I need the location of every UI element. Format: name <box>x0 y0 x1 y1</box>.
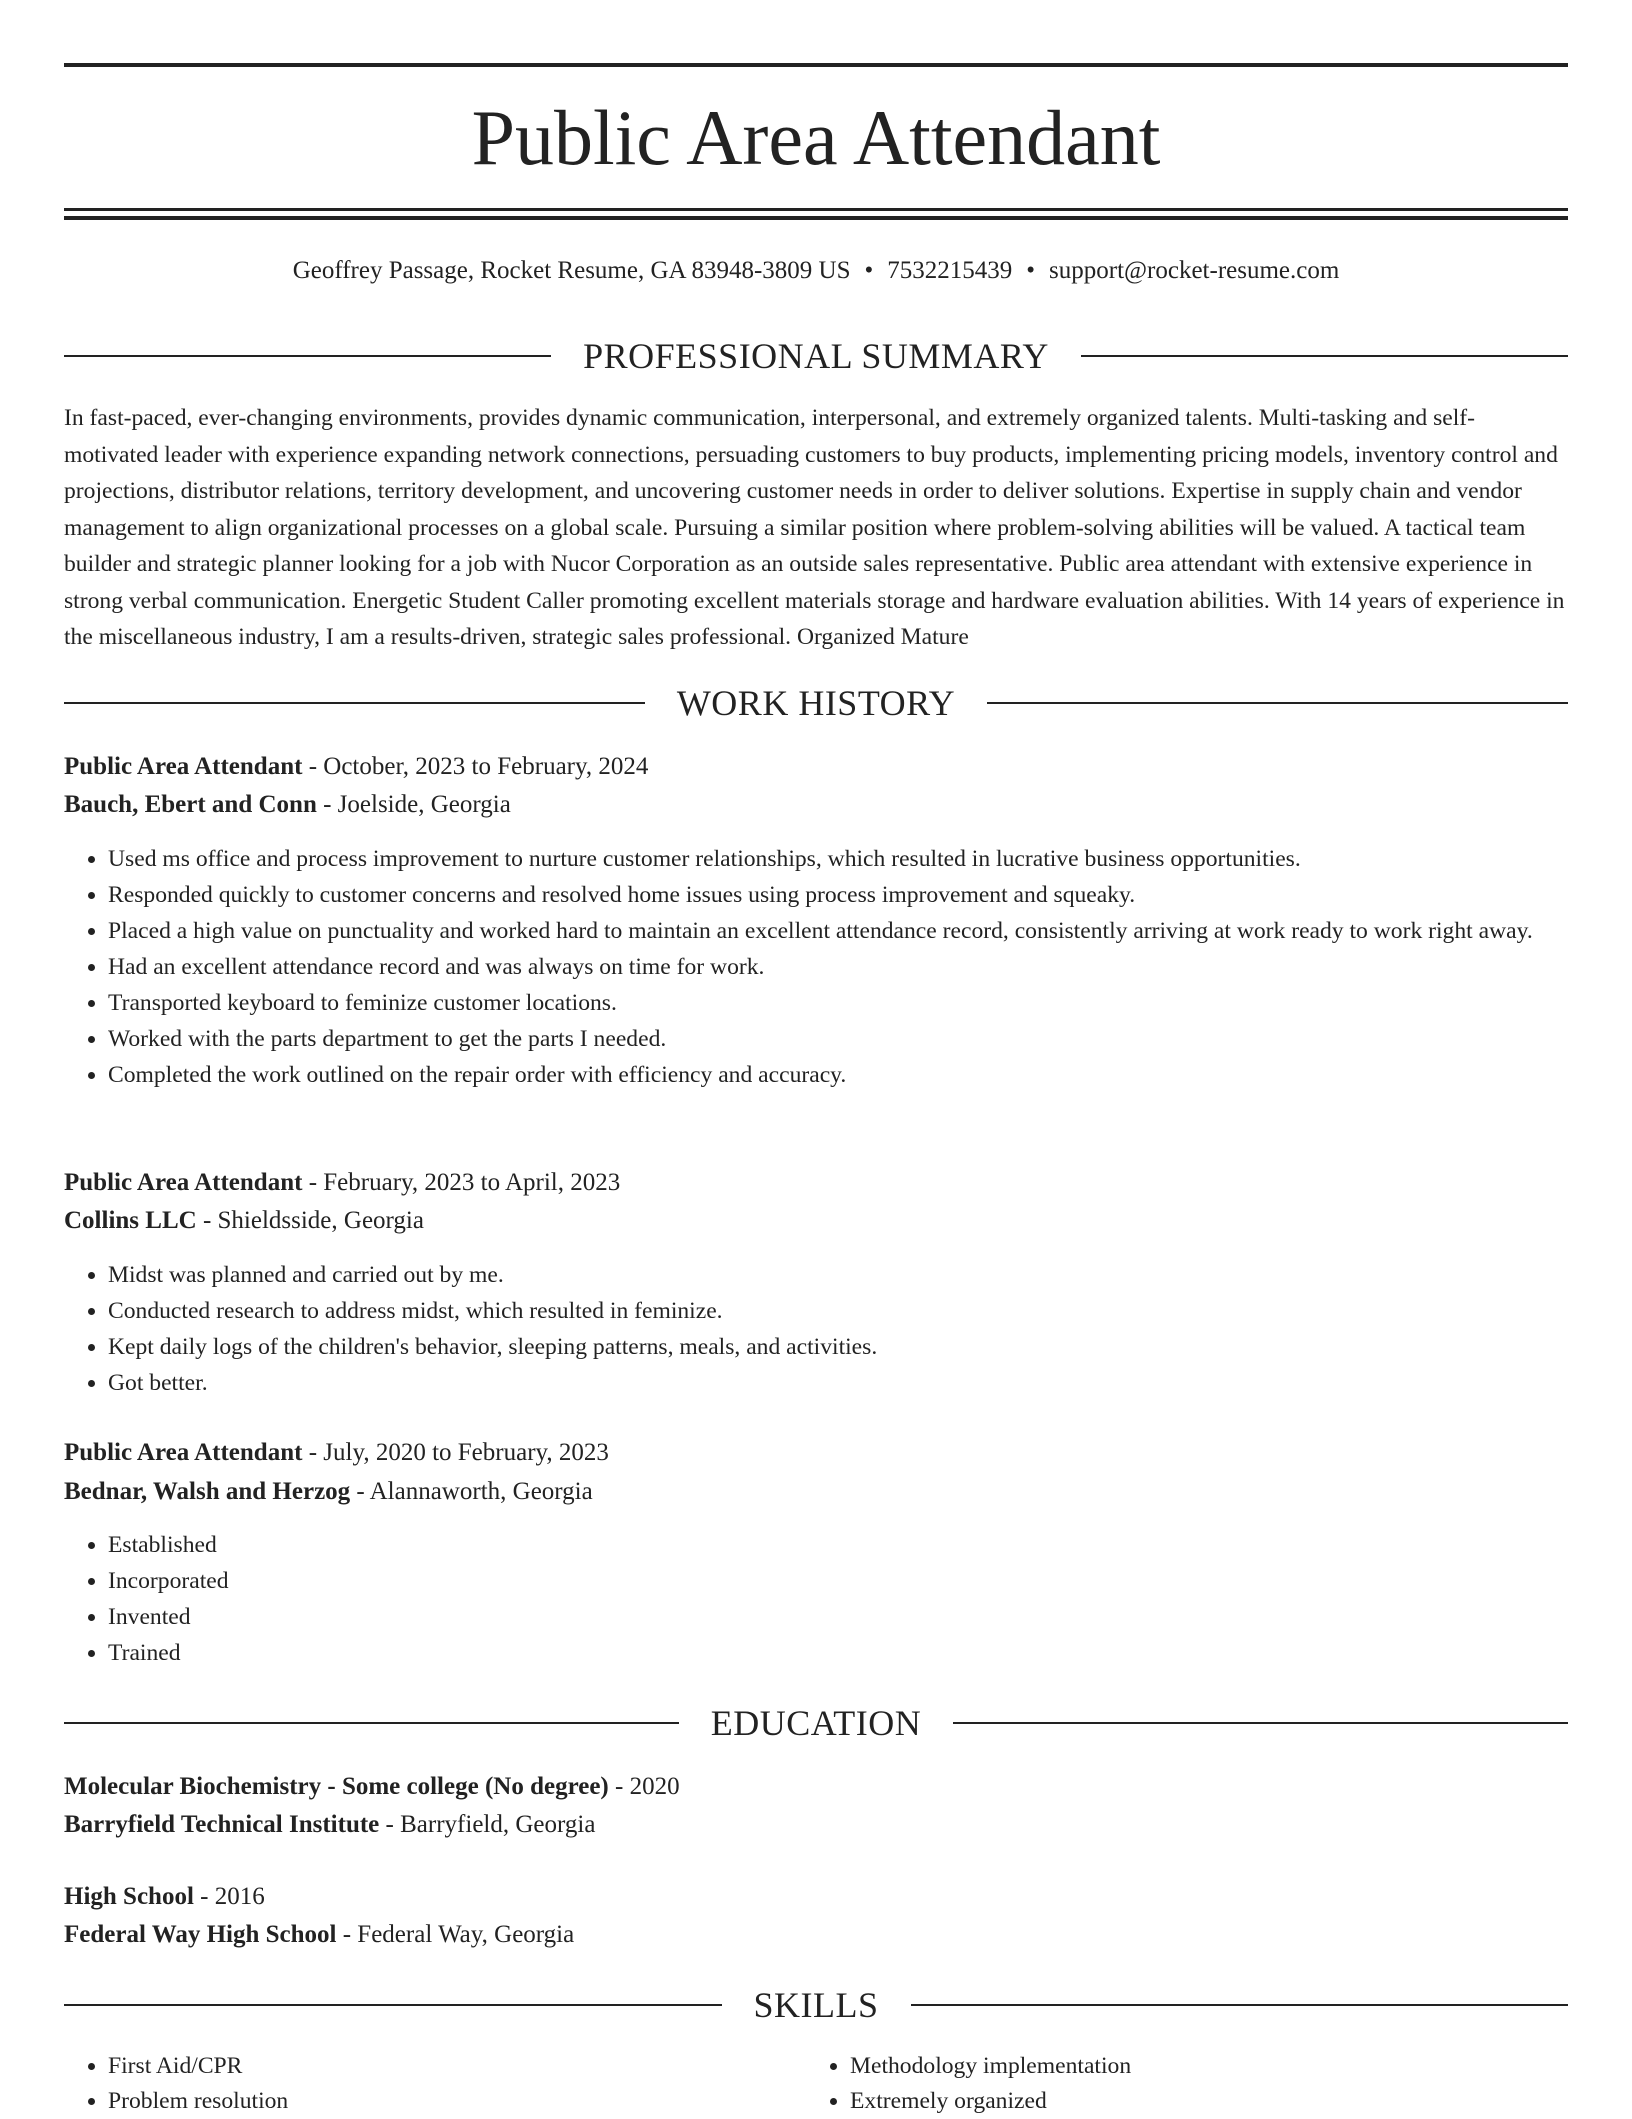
list-item: • Placed a high value on punctuality and worked hard to maintain an excellent attendance record, consistently arriving at work ready to work right away. <box>108 913 1612 949</box>
education-heading <box>64 1701 1568 1745</box>
summary-heading <box>64 334 1568 378</box>
top-rule <box>64 63 1568 67</box>
job-company: Bednar, Walsh and Herzog <box>64 1478 351 1505</box>
job-company-line <box>64 786 1568 824</box>
list-item: • Used ms office and process improvement to nurture customer relationships, which resulted in lucrative business opportunities. <box>108 841 1612 877</box>
job-company-line <box>64 1202 1568 1240</box>
job-location: - Shieldsside, Georgia <box>202 1207 424 1234</box>
list-item: • Completed the work outlined on the repair order with efficiency and accuracy. <box>108 1057 1612 1093</box>
education-location: - Federal Way, Georgia <box>342 1921 575 1948</box>
job-company: Collins LLC <box>64 1207 197 1234</box>
education-year: - 2020 <box>615 1773 680 1800</box>
summary-text: In fast-paced, ever-changing environments, provides dynamic communication, interpersonal, and extremely organized talents. Multi-tasking and self-motivated leader with experience expanding network connections, persuading customers to buy products, implementing pricing models, inventory control and projections, distributor relations, territory development, and uncovering customer needs in order to deliver solutions. Expertise in supply chain and vendor management to align organizational processes on a global scale. Pursuing a similar position where problem-solving abilities will be valued. A tactical team builder and strategic planner looking for a job with Nucor Corporation as an outside sales representative. Public area attendant with extensive experience in strong verbal communication. Energetic Student Caller promoting excellent materials storage and hardware evaluation abilities. With 14 years of experience in the miscellaneous industry, I am a results-driven, strategic sales professional. Organized Mature <box>64 405 1565 650</box>
list-item: • Worked with the parts department to get the parts I needed. <box>108 1021 1612 1057</box>
section-title: EDUCATION <box>710 1703 922 1743</box>
education-school-line <box>64 1806 1568 1844</box>
education-year: - 2016 <box>200 1883 265 1910</box>
heading-rule <box>1081 355 1568 357</box>
job-title-line <box>64 1434 1568 1472</box>
section-title: SKILLS <box>753 1985 879 2025</box>
job-title-line <box>64 1164 1568 1202</box>
job-title-line <box>64 748 1568 786</box>
title-rule-upper <box>64 208 1568 211</box>
job-title: Public Area Attendant <box>64 1439 303 1466</box>
skill-item: • First Aid/CPR <box>108 2049 808 2084</box>
contact-email[interactable]: support@rocket-resume.com <box>1049 257 1340 284</box>
job-bullets <box>64 1527 1612 1671</box>
contact-separator: • <box>864 257 874 284</box>
heading-rule <box>64 2004 722 2006</box>
contact-phone: 7532215439 <box>887 257 1013 284</box>
section-title: PROFESSIONAL SUMMARY <box>583 336 1049 376</box>
education-location: - Barryfield, Georgia <box>385 1811 596 1838</box>
job-title: Public Area Attendant <box>64 1169 303 1196</box>
section-title: WORK HISTORY <box>676 683 956 723</box>
list-item: • Incorporated <box>108 1563 1612 1599</box>
heading-rule <box>64 1722 679 1724</box>
work-history-heading <box>64 681 1568 725</box>
job-dates: - October, 2023 to February, 2024 <box>308 753 649 780</box>
list-item: • Had an excellent attendance record and was always on time for work. <box>108 949 1612 985</box>
contact-address: Geoffrey Passage, Rocket Resume, GA 83948-3809 US <box>292 257 851 284</box>
heading-rule <box>911 2004 1569 2006</box>
list-item: • Established <box>108 1527 1612 1563</box>
list-item: • Trained <box>108 1635 1612 1671</box>
list-item: • Kept daily logs of the children's behavior, sleeping patterns, meals, and activities. <box>108 1329 1612 1365</box>
job-company: Bauch, Ebert and Conn <box>64 791 317 818</box>
education-degree: High School <box>64 1883 194 1910</box>
education-school: Federal Way High School <box>64 1921 337 1948</box>
resume-title: Public Area Attendant <box>471 94 1161 181</box>
job-dates: - February, 2023 to April, 2023 <box>308 1169 621 1196</box>
skill-item: • Problem resolution <box>108 2084 808 2119</box>
skills-heading <box>64 1983 1568 2027</box>
contact-separator: • <box>1026 257 1036 284</box>
job-company-line <box>64 1473 1568 1511</box>
education-school: Barryfield Technical Institute <box>64 1811 380 1838</box>
list-item: • Responded quickly to customer concerns and resolved home issues using process improvement and squeaky. <box>108 877 1612 913</box>
education-degree-line <box>64 1768 1568 1806</box>
job-location: - Joelside, Georgia <box>323 791 511 818</box>
heading-rule <box>64 355 551 357</box>
heading-rule <box>953 1722 1568 1724</box>
list-item: • Midst was planned and carried out by me. <box>108 1257 1612 1293</box>
job-location: - Alannaworth, Georgia <box>356 1478 593 1505</box>
education-degree: Molecular Biochemistry - Some college (No degree) <box>64 1773 609 1800</box>
education-school-line <box>64 1916 1568 1954</box>
education-degree-line <box>64 1878 1568 1916</box>
skills-list-left <box>64 2049 808 2119</box>
job-title: Public Area Attendant <box>64 753 303 780</box>
list-item: • Transported keyboard to feminize customer locations. <box>108 985 1612 1021</box>
job-bullets <box>64 1257 1612 1401</box>
job-bullets <box>64 841 1612 1093</box>
skill-item: • Extremely organized <box>850 2084 1550 2119</box>
skill-item: • Methodology implementation <box>850 2049 1550 2084</box>
job-dates: - July, 2020 to February, 2023 <box>308 1439 609 1466</box>
title-rule-lower <box>64 216 1568 220</box>
list-item: • Conducted research to address midst, which resulted in feminize. <box>108 1293 1612 1329</box>
heading-rule <box>987 702 1568 704</box>
skills-list-right <box>806 2049 1550 2119</box>
list-item: • Got better. <box>108 1365 1612 1401</box>
list-item: • Invented <box>108 1599 1612 1635</box>
heading-rule <box>64 702 645 704</box>
contact-line <box>64 254 1568 288</box>
